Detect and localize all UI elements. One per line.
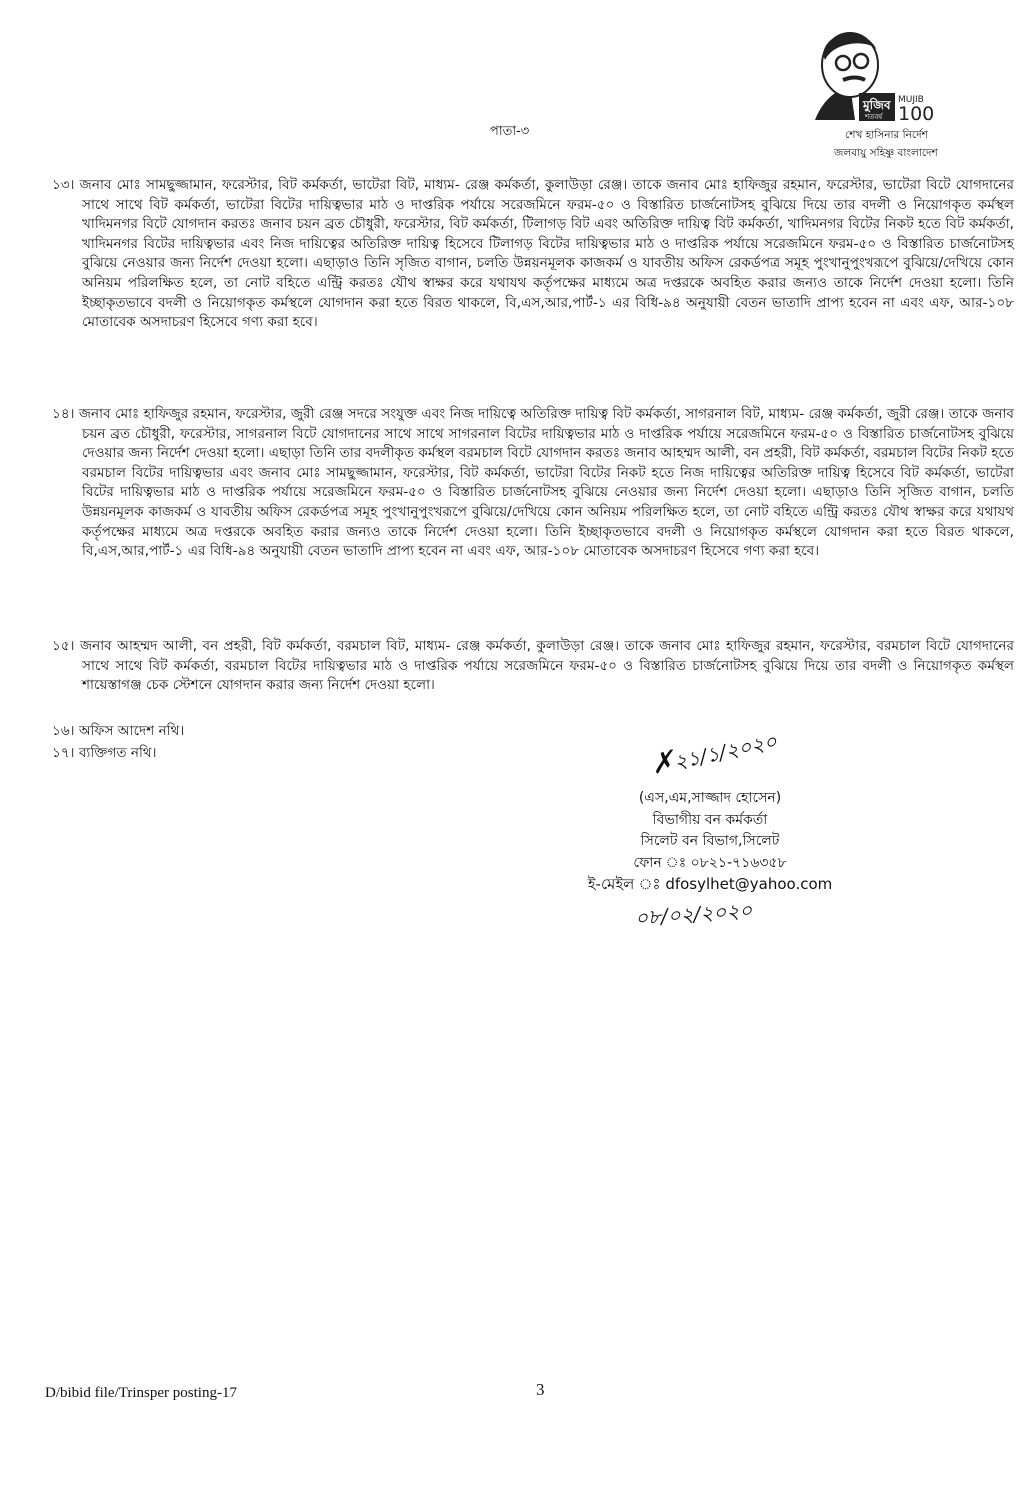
signature-block bbox=[560, 788, 860, 896]
signatory-office: সিলেট বন বিভাগ,সিলেট bbox=[640, 833, 780, 849]
copy-item-16: ১৬। অফিস আদেশ নথি। bbox=[52, 723, 185, 739]
svg-text:শতবর্ষ: শতবর্ষ bbox=[865, 113, 883, 121]
svg-text:100: 100 bbox=[898, 103, 935, 125]
slogan-line-2: জলবায়ু সহিষ্ণু বাংলাদেশ bbox=[834, 147, 938, 159]
handwritten-initial-date: ০৮/০২/২০২০ bbox=[634, 897, 754, 931]
paragraph-13: ১৩। জনাব মোঃ সামছুজ্জামান, ফরেস্টার, বিট কর্মকর্তা, ভাটেরা বিট, মাধ্যম- রেঞ্জ কর্মকর্তা, কুলাউড়া রেঞ্জ। তাকে জনাব মোঃ হাফিজুর রহমান, ফরেস্টার, ভাটেরা বিটে যোগদানের সাথে সাথে বিট কর্মকর্তা, ভাটেরা বিটের দায়িত্বভার মাঠ ও দাপ্তরিক পর্যায়ে সরেজমিনে ফরম-৫০ ও বিস্তারিত চার্জনোটসহ বুঝিয়ে দিয়ে তার বদলী ও নিয়োগকৃত কর্মস্থল খাদিমনগর বিটে যোগদান করতঃ জনাব চয়ন ব্রত চৌধুরী, ফরেস্টার, বিট কর্মকর্তা, টিলাগড় বিট এবং অতিরিক্ত দায়িত্ব বিট কর্মকর্তা, খাদিমনগর বিটের নিকট হতে বিট কর্মকর্তা, খাদিমনগর বিটের দায়িত্বভার এবং নিজ দায়িত্বের অতিরিক্ত দায়িত্ব হিসেবে টিলাগড় বিটের দায়িত্বভার মাঠ ও দাপ্তরিক পর্যায়ে সরেজমিনে ফরম-৫০ ও বিস্তারিত চার্জনোটসহ বুঝিয়ে নেওয়ার জন্য নির্দেশ দেওয়া হলো। এছাড়াও তিনি সৃজিত বাগান, চলতি উন্নয়নমূলক কাজকর্ম ও যাবতীয় অফিস রেকর্ডপত্র সমূহ পুংখানুপুংখরূপে বুঝিয়ে/দেখিয়ে কোন অনিয়ম পরিলক্ষিত হলে, তা নোট বহিতে এন্ট্রি করতঃ যৌথ স্বাক্ষর করে যথাযথ কর্তৃপক্ষের মাধ্যমে অত্র দপ্তরকে অবহিত করার জন্যও তাকে নির্দেশ দেওয়া হলো। তিনি ইচ্ছাকৃতভাবে বদলী ও নিয়োগকৃত কর্মস্থলে যোগদান করা হতে বিরত থাকলে, বি,এস,আর,পার্ট-১ এর বিধি-৯৪ অনুযায়ী বেতন ভাতাদি প্রাপ্য হবেন না এবং এফ, আর-১০৮ মোতাবেক অসদাচরণ হিসেবে গণ্য করা হবে। bbox=[52, 177, 1014, 331]
file-reference: D/bibid file/Trinsper posting-17 bbox=[45, 1385, 237, 1401]
signatory-designation: বিভাগীয় বন কর্মকর্তা bbox=[652, 811, 768, 828]
paragraph-15: ১৫। জনাব আহম্মদ আলী, বন প্রহরী, বিট কর্মকর্তা, বরমচাল বিট, মাধ্যম- রেঞ্জ কর্মকর্তা, কুলাউড়া রেঞ্জ। তাকে জনাব মোঃ হাফিজুর রহমান, ফরেস্টার, বরমচাল বিটে যোগদানের সাথে সাথে বিট কর্মকর্তা, বরমচাল বিটের দায়িত্বভার মাঠ ও দাপ্তরিক পর্যায়ে সরেজমিনে ফরম-৫০ ও বিস্তারিত চার্জনোটসহ বুঝিয়ে দিয়ে তার বদলী ও নিয়োগকৃত কর্মস্থল শায়েস্তাগঞ্জ চেক স্টেশনে যোগদান করার জন্য নির্দেশ দেওয়া হলো। bbox=[52, 638, 1014, 694]
page-label: পাতা-৩ bbox=[490, 124, 530, 139]
portrait-icon bbox=[795, 25, 960, 125]
paragraph-14: ১৪। জনাব মোঃ হাফিজুর রহমান, ফরেস্টার, জুরী রেঞ্জ সদরে সংযুক্ত এবং নিজ দায়িত্বে অতিরিক্ত দায়িত্ব বিট কর্মকর্তা, সাগরনাল বিট, মাধ্যম- রেঞ্জ কর্মকর্তা, জুরী রেঞ্জ। তাকে জনাব চয়ন ব্রত চৌধুরী, ফরেস্টার, সাগরনাল বিটে যোগদানের সাথে সাথে সাগরনাল বিটের দায়িত্বভার মাঠ ও দাপ্তরিক পর্যায়ে সরেজমিনে ফরম-৫০ ও বিস্তারিত চার্জনোটসহ বুঝিয়ে দেওয়ার জন্য নির্দেশ দেওয়া হলো। এছাড়া তিনি তার বদলীকৃত কর্মস্থল বরমচাল বিটে যোগদান করতঃ জনাব আহম্মদ আলী, বন প্রহরী, বিট কর্মকর্তা, বরমচাল বিটের নিকট হতে বরমচাল বিটের দায়িত্বভার এবং জনাব মোঃ সামছুজ্জামান, ফরেস্টার, বিট কর্মকর্তা, ভাটেরা বিটের নিকট হতে নিজ দায়িত্বের অতিরিক্ত দায়িত্ব হিসেবে বিট কর্মকর্তা, ভাটেরা বিটের দায়িত্বভার মাঠ ও দাপ্তরিক পর্যায়ে সরেজমিনে ফরম-৫০ ও বিস্তারিত চার্জনোটসহ বুঝিয়ে নেওয়ার জন্য নির্দেশ দেওয়া হলো। এছাড়াও তিনি সৃজিত বাগান, চলতি উন্নয়নমূলক কাজকর্ম ও যাবতীয় অফিস রেকর্ডপত্র সমূহ পুংখানুপুংখরূপে বুঝিয়ে/দেখিয়ে কোন অনিয়ম পরিলক্ষিত হলে, তা নোট বহিতে এন্ট্রি করতঃ যৌথ স্বাক্ষর করে যথাযথ কর্তৃপক্ষের মাধ্যমে অত্র দপ্তরকে অবহিত করার জন্যও তাকে নির্দেশ দেওয়া হলো। তিনি ইচ্ছাকৃতভাবে বদলী ও নিয়োগকৃত কর্মস্থলে যোগদান করা হতে বিরত থাকলে, বি,এস,আর,পার্ট-১ এর বিধি-৯৪ অনুযায়ী বেতন ভাতাদি প্রাপ্য হবেন না এবং এফ, আর-১০৮ মোতাবেক অসদাচরণ হিসেবে গণ্য করা হবে। bbox=[52, 406, 1014, 560]
signatory-email: ই-মেইল ঃ dfosylhet@yahoo.com bbox=[587, 875, 833, 893]
svg-text:MUJIB: MUJIB bbox=[898, 95, 924, 105]
signatory-phone: ফোন ঃ ০৮২১-৭১৬৩৫৮ bbox=[633, 854, 787, 871]
page-number: 3 bbox=[536, 1380, 545, 1399]
copy-item-17: ১৭। ব্যক্তিগত নথি। bbox=[52, 745, 157, 761]
slogan-line-1: শেখ হাসিনার নির্দেশ bbox=[845, 129, 928, 141]
svg-text:মুজিব: মুজিব bbox=[863, 98, 891, 112]
signatory-name: (এস,এম,সাজ্জাদ হোসেন) bbox=[638, 790, 782, 806]
handwritten-signature: ✗২১/১/২০২০ bbox=[647, 728, 780, 781]
mujib-100-logo bbox=[795, 25, 960, 125]
